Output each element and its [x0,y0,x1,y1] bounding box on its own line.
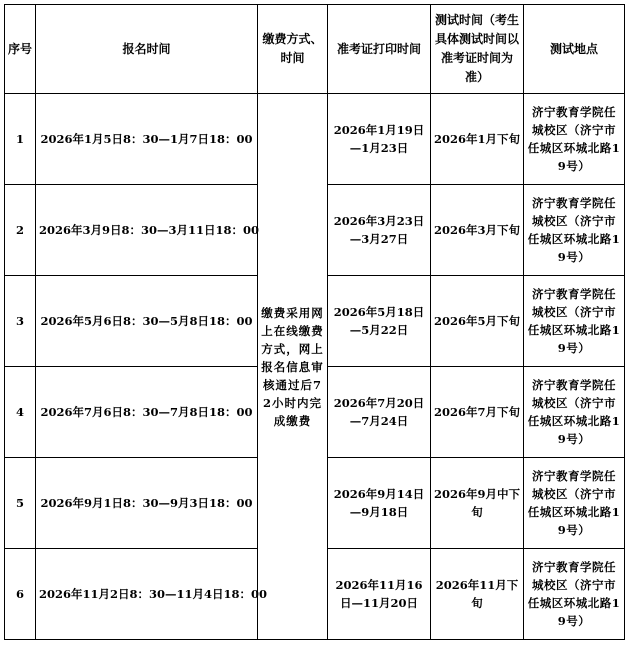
test-time-cell: 2026年11月下旬 [431,549,524,640]
row-no: 5 [5,458,36,549]
test-location-cell: 济宁教育学院任城校区（济宁市任城区环城北路19号） [524,549,625,640]
test-time-cell: 2026年7月下旬 [431,367,524,458]
test-time-cell: 2026年5月下旬 [431,276,524,367]
registration-time-cell: 2026年3月9日8：30—3月11日18：00 [36,185,258,276]
ticket-print-time-cell: 2026年1月19日—1月23日 [328,94,431,185]
test-location-cell: 济宁教育学院任城校区（济宁市任城区环城北路19号） [524,185,625,276]
header-registration-time: 报名时间 [36,5,258,94]
table-row [5,94,625,185]
header-no: 序号 [5,5,36,94]
registration-time-cell: 2026年9月1日8：30—9月3日18：00 [36,458,258,549]
ticket-print-time-cell: 2026年3月23日—3月27日 [328,185,431,276]
row-no: 6 [5,549,36,640]
test-time-cell: 2026年9月中下旬 [431,458,524,549]
row-no: 3 [5,276,36,367]
registration-time-cell: 2026年1月5日8：30—1月7日18：00 [36,94,258,185]
registration-time-cell: 2026年5月6日8：30—5月8日18：00 [36,276,258,367]
header-fee-method: 缴费方式、时间 [258,5,328,94]
ticket-print-time-cell: 2026年5月18日—5月22日 [328,276,431,367]
header-ticket-print-time: 准考证打印时间 [328,5,431,94]
test-time-cell: 2026年3月下旬 [431,185,524,276]
test-location-cell: 济宁教育学院任城校区（济宁市任城区环城北路19号） [524,94,625,185]
test-location-cell: 济宁教育学院任城校区（济宁市任城区环城北路19号） [524,458,625,549]
registration-time-cell: 2026年11月2日8：30—11月4日18：00 [36,549,258,640]
table-header-row [5,5,625,94]
header-test-time: 测试时间（考生具体测试时间以准考证时间为准） [431,5,524,94]
row-no: 4 [5,367,36,458]
test-location-cell: 济宁教育学院任城校区（济宁市任城区环城北路19号） [524,367,625,458]
ticket-print-time-cell: 2026年7月20日—7月24日 [328,367,431,458]
row-no: 1 [5,94,36,185]
registration-time-cell: 2026年7月6日8：30—7月8日18：00 [36,367,258,458]
test-time-cell: 2026年1月下旬 [431,94,524,185]
header-test-location: 测试地点 [524,5,625,94]
ticket-print-time-cell: 2026年9月14日—9月18日 [328,458,431,549]
exam-schedule-table [4,4,625,640]
row-no: 2 [5,185,36,276]
fee-method-cell: 缴费采用网上在线缴费方式，网上报名信息审核通过后72小时内完成缴费 [258,94,328,640]
test-location-cell: 济宁教育学院任城校区（济宁市任城区环城北路19号） [524,276,625,367]
ticket-print-time-cell: 2026年11月16日—11月20日 [328,549,431,640]
